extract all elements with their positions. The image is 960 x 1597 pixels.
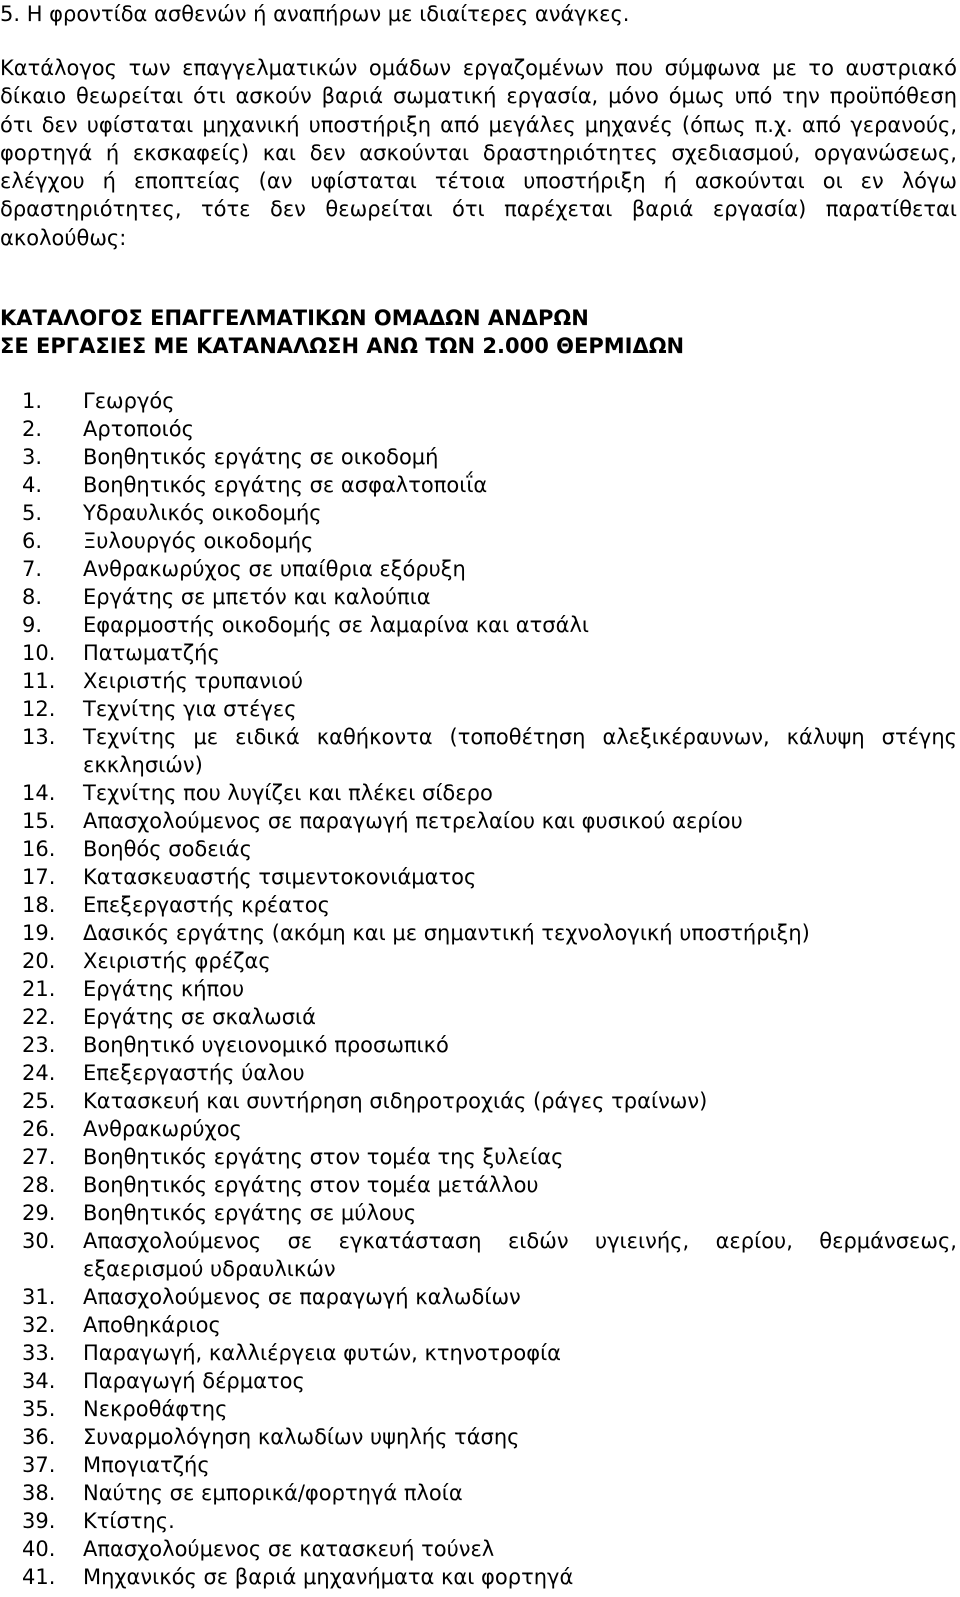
section-heading: 5. Η φροντίδα ασθενών ή αναπήρων με ιδιαίτερες ανάγκες. [0,2,630,26]
list-item [0,415,957,443]
list-item-number: 2. [22,417,43,441]
list-item [0,919,957,947]
list-item [0,1283,957,1311]
list-item-number: 29. [22,1201,56,1225]
list-item-number: 36. [22,1425,56,1449]
list-item-number: 9. [22,613,43,637]
list-item [0,1311,957,1339]
list-item-text: Βοηθητικός εργάτης σε οικοδομή [83,445,439,469]
list-item-number: 5. [22,501,43,525]
list-item-number: 18. [22,893,56,917]
list-item [0,1031,957,1059]
list-item-number: 33. [22,1341,56,1365]
list-title-line-1: ΚΑΤΑΛΟΓΟΣ ΕΠΑΓΓΕΛΜΑΤΙΚΩΝ ΟΜΑΔΩΝ ΑΝΔΡΩΝ [0,306,589,330]
list-item-text: Απασχολούμενος σε κατασκευή τούνελ [83,1537,495,1561]
list-item-text: Ξυλουργός οικοδομής [83,529,314,553]
list-item-text: Εργάτης κήπου [83,977,245,1001]
list-item [0,1563,957,1591]
list-item-text: Μπογιατζής [83,1453,210,1477]
list-item-text: Βοηθητικός εργάτης σε ασφαλτοποιΐα [83,473,488,497]
list-item [0,1423,957,1451]
list-item-number: 32. [22,1313,56,1337]
list-item-number: 39. [22,1509,56,1533]
list-item [0,639,957,667]
list-item-number: 40. [22,1537,56,1561]
list-item-text: Νεκροθάφτης [83,1397,228,1421]
list-item-number: 23. [22,1033,56,1057]
list-item-number: 28. [22,1173,56,1197]
list-item [0,1395,957,1423]
list-item-text: Κτίστης. [83,1509,175,1533]
list-item-text: Τεχνίτης που λυγίζει και πλέκει σίδερο [83,781,493,805]
list-item-text: Αποθηκάριος [83,1313,221,1337]
list-item-number: 3. [22,445,43,469]
list-item [0,695,957,723]
list-item-text: Ανθρακωρύχος [83,1117,242,1141]
list-item [0,583,957,611]
list-item-number: 25. [22,1089,56,1113]
list-item [0,1087,957,1115]
list-item-number: 30. [22,1229,56,1253]
list-item-number: 15. [22,809,56,833]
list-item [0,527,957,555]
list-item [0,947,957,975]
list-item-text: Απασχολούμενος σε εγκατάσταση ειδών υγιεινής, αερίου, θερμάνσεως, εξαερισμού υδραυλικών [83,1229,957,1281]
list-item [0,667,957,695]
list-item [0,1115,957,1143]
list-item-text: Βοηθητικός εργάτης σε μύλους [83,1201,417,1225]
list-item-number: 31. [22,1285,56,1309]
list-item [0,723,957,779]
list-item-number: 16. [22,837,56,861]
list-item [0,1059,957,1087]
list-item-text: Μηχανικός σε βαριά μηχανήματα και φορτηγά [83,1565,574,1589]
list-item-number: 4. [22,473,43,497]
list-item [0,611,957,639]
list-title-line-2: ΣΕ ΕΡΓΑΣΙΕΣ ΜΕ ΚΑΤΑΝΑΛΩΣΗ ΑΝΩ ΤΩΝ 2.000 ΘΕΡΜΙΔΩΝ [0,334,685,358]
list-item-number: 10. [22,641,56,665]
list-item-text: Επεξεργαστής κρέατος [83,893,330,917]
list-item-number: 7. [22,557,43,581]
list-item-number: 8. [22,585,43,609]
list-item-text: Χειριστής φρέζας [83,949,271,973]
list-item-text: Κατασκευαστής τσιμεντοκονιάματος [83,865,477,889]
list-item-number: 13. [22,725,56,749]
list-item-text: Βοηθητικός εργάτης στον τομέα της ξυλείας [83,1145,564,1169]
list-item-text: Παραγωγή, καλλιέργεια φυτών, κτηνοτροφία [83,1341,562,1365]
list-item-text: Κατασκευή και συντήρηση σιδηροτροχιάς (ράγες τραίνων) [83,1089,708,1113]
list-item-text: Εφαρμοστής οικοδομής σε λαμαρίνα και ατσάλι [83,613,589,637]
list-item-text: Πατωματζής [83,641,220,665]
occupation-list [0,387,960,1591]
list-item [0,1171,957,1199]
list-item [0,1339,957,1367]
intro-paragraph: Κατάλογος των επαγγελματικών ομάδων εργαζομένων που σύμφωνα με το αυστριακό δίκαιο θεωρείται ότι ασκούν βαριά σωματική εργασία, μόνο όμως υπό την προϋπόθεση ότι δεν υφίσταται μηχανική υποστήριξη από μεγάλες μηχανές (όπως π.χ. από γερανούς, φορτηγά ή εκσκαφείς) και δεν ασκούνται δραστηριότητες σχεδιασμού, οργανώσεως, ελέγχου ή εποπτείας (αν υφίσταται τέτοια υποστήριξη ή ασκούνται οι εν λόγω δραστηριότητες, τότε δεν θεωρείται ότι παρέχεται βαριά εργασία) παρατίθεται ακολούθως: [0,56,957,250]
list-item-number: 22. [22,1005,56,1029]
list-item [0,1367,957,1395]
list-item-number: 24. [22,1061,56,1085]
list-item-number: 14. [22,781,56,805]
list-item-number: 21. [22,977,56,1001]
list-item-text: Βοηθητικό υγειονομικό προσωπικό [83,1033,449,1057]
list-item-number: 17. [22,865,56,889]
list-item-text: Εργάτης σε σκαλωσιά [83,1005,316,1029]
list-item [0,891,957,919]
list-item [0,471,957,499]
list-item-number: 41. [22,1565,56,1589]
list-item [0,1479,957,1507]
list-item [0,1507,957,1535]
list-item-text: Βοηθός σοδειάς [83,837,252,861]
list-item-text: Βοηθητικός εργάτης στον τομέα μετάλλου [83,1173,539,1197]
list-item-text: Υδραυλικός οικοδομής [83,501,322,525]
list-item-number: 1. [22,389,43,413]
list-item [0,1227,957,1283]
list-item [0,555,957,583]
list-item [0,443,957,471]
list-item-number: 12. [22,697,56,721]
list-item-text: Επεξεργαστής ύαλου [83,1061,305,1085]
list-item [0,1451,957,1479]
list-item-text: Ανθρακωρύχος σε υπαίθρια εξόρυξη [83,557,466,581]
list-item-text: Απασχολούμενος σε παραγωγή πετρελαίου και φυσικού αερίου [83,809,743,833]
list-item-text: Γεωργός [83,389,175,413]
list-item [0,807,957,835]
list-item-number: 19. [22,921,56,945]
list-item-number: 27. [22,1145,56,1169]
list-item-text: Χειριστής τρυπανιού [83,669,303,693]
list-item-text: Εργάτης σε μπετόν και καλούπια [83,585,431,609]
list-item-number: 26. [22,1117,56,1141]
list-item-text: Αρτοποιός [83,417,194,441]
list-item [0,863,957,891]
list-item [0,387,957,415]
list-item [0,1535,957,1563]
list-item [0,779,957,807]
list-item-number: 38. [22,1481,56,1505]
list-item-number: 34. [22,1369,56,1393]
list-item [0,499,957,527]
list-item-number: 20. [22,949,56,973]
list-item-number: 11. [22,669,56,693]
list-item-number: 37. [22,1453,56,1477]
list-item-text: Ναύτης σε εμπορικά/φορτηγά πλοία [83,1481,463,1505]
list-item [0,835,957,863]
list-title [0,304,684,360]
list-item-text: Απασχολούμενος σε παραγωγή καλωδίων [83,1285,521,1309]
list-item-text: Παραγωγή δέρματος [83,1369,305,1393]
list-item [0,1003,957,1031]
list-item-text: Συναρμολόγηση καλωδίων υψηλής τάσης [83,1425,520,1449]
list-item [0,1199,957,1227]
list-item [0,975,957,1003]
list-item-number: 6. [22,529,43,553]
list-item-text: Τεχνίτης με ειδικά καθήκοντα (τοποθέτηση αλεξικέραυνων, κάλυψη στέγης εκκλησιών) [83,725,957,777]
list-item-text: Δασικός εργάτης (ακόμη και με σημαντική τεχνολογική υποστήριξη) [83,921,810,945]
list-item-number: 35. [22,1397,56,1421]
list-item [0,1143,957,1171]
list-item-text: Τεχνίτης για στέγες [83,697,297,721]
